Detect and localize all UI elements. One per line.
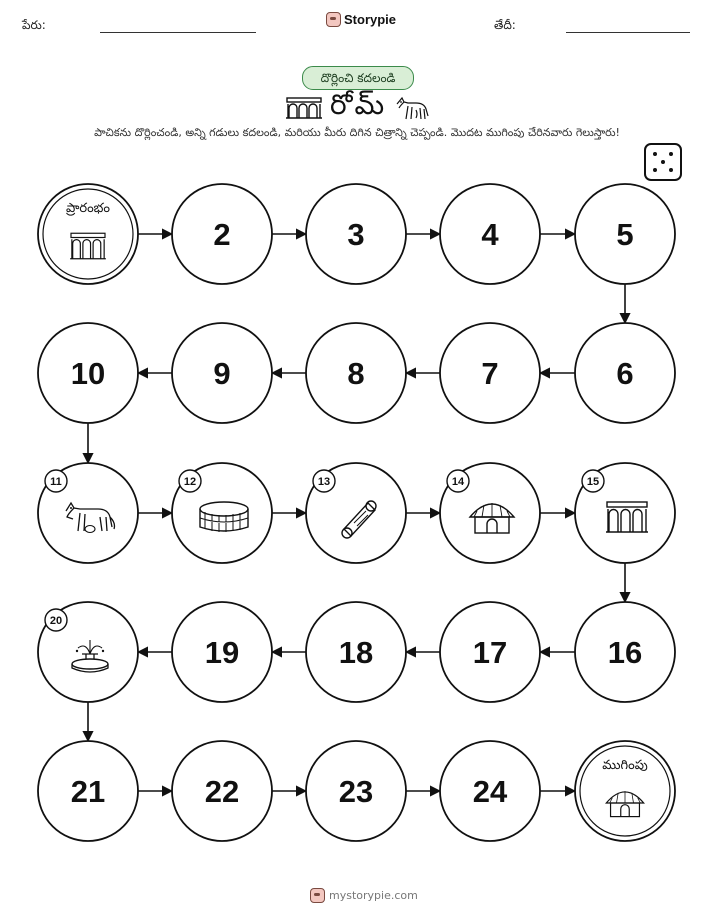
board-cell-ముగింపు[interactable]: [575, 741, 675, 841]
cell-number: 20: [49, 615, 63, 627]
footer-mascot-icon: [310, 888, 325, 903]
cell-number: 17: [472, 635, 508, 670]
cell-number: 10: [70, 356, 106, 391]
cell-number: 18: [338, 635, 374, 670]
board-cell-2[interactable]: [172, 184, 272, 284]
board-cell-23[interactable]: [306, 741, 406, 841]
board-cell-9[interactable]: [172, 323, 272, 423]
board-cell-3[interactable]: [306, 184, 406, 284]
cell-number: 11: [50, 476, 62, 488]
cell-number: 19: [204, 635, 240, 670]
date-label: తేదీ:: [494, 18, 516, 32]
board-cell-14[interactable]: [440, 463, 540, 563]
board-cell-12[interactable]: [172, 463, 272, 563]
cell-number: 16: [607, 635, 643, 670]
cell-number: 5: [616, 217, 634, 252]
board-cell-5[interactable]: [575, 184, 675, 284]
cell-number: 9: [213, 356, 231, 391]
cell-number: 13: [317, 476, 331, 488]
finish-label: ముగింపు: [602, 758, 648, 773]
cell-number: 7: [481, 356, 499, 391]
board-cell-19[interactable]: [172, 602, 272, 702]
board-cell-8[interactable]: [306, 323, 406, 423]
board-cell-11[interactable]: [38, 463, 138, 563]
board-cell-ప్రారంభం[interactable]: [38, 184, 138, 284]
board-cell-7[interactable]: [440, 323, 540, 423]
cell-number: 23: [338, 774, 374, 809]
cell-number: 15: [586, 476, 600, 488]
cell-number: 21: [70, 774, 106, 809]
cell-number: 2: [213, 217, 231, 252]
cell-number: 6: [616, 356, 634, 391]
footer: [310, 888, 418, 903]
game-title: రోమ్: [330, 88, 389, 121]
brand-name: Storypie: [344, 12, 397, 27]
board-cell-4[interactable]: [440, 184, 540, 284]
cell-circle: [575, 741, 675, 841]
board-cell-18[interactable]: [306, 602, 406, 702]
cell-circle: [38, 184, 138, 284]
board-cell-6[interactable]: [575, 323, 675, 423]
game-badge: దొర్లించి కదలండి: [302, 66, 414, 90]
board-cell-16[interactable]: [575, 602, 675, 702]
name-label: పేరు:: [22, 18, 46, 32]
board-cell-22[interactable]: [172, 741, 272, 841]
board-cell-24[interactable]: [440, 741, 540, 841]
board-cell-20[interactable]: [38, 602, 138, 702]
cell-number: 4: [481, 217, 499, 252]
cell-number: 14: [451, 476, 465, 488]
board-cell-21[interactable]: [38, 741, 138, 841]
start-label: ప్రారంభం: [65, 201, 111, 216]
cell-number: 12: [183, 476, 197, 488]
cell-number: 22: [204, 774, 240, 809]
board-cell-15[interactable]: [575, 463, 675, 563]
board-cell-17[interactable]: [440, 602, 540, 702]
footer-site[interactable]: mystorypie.com: [329, 889, 418, 902]
instructions: పాచికను దొర్లించండి, అన్ని గడులు కదలండి, మరియు మీరు దిగిన చిత్రాన్ని చెప్పండి. మొదట ముగింపు చేరినవారు గెలుస్తారు!: [94, 126, 620, 139]
cell-number: 24: [472, 774, 508, 809]
cell-number: 3: [347, 217, 365, 252]
cell-number: 8: [347, 356, 365, 391]
board-cell-13[interactable]: [306, 463, 406, 563]
board-cell-10[interactable]: [38, 323, 138, 423]
